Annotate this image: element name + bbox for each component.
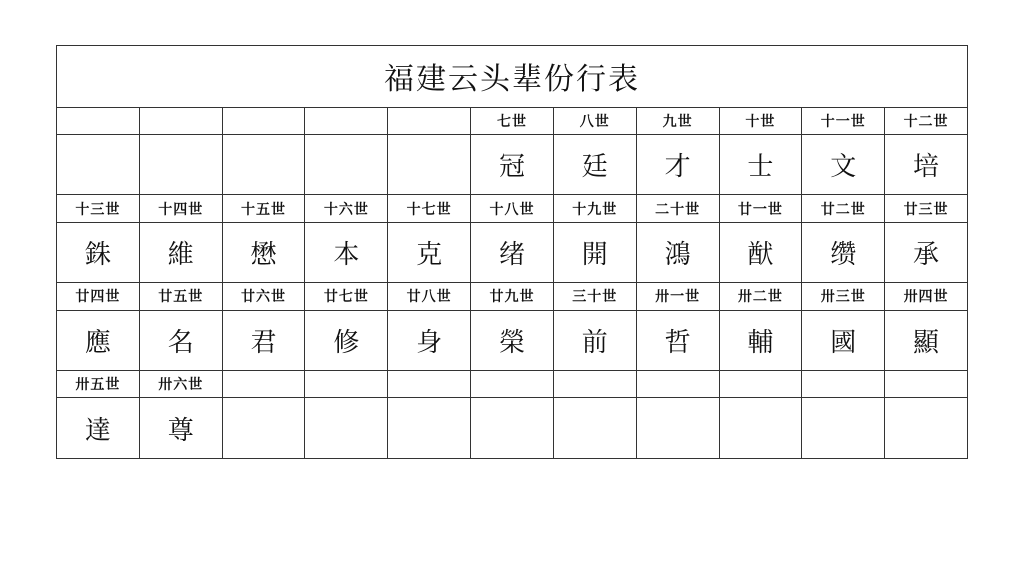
generation-name-cell: 士	[719, 134, 802, 195]
generation-name-cell	[305, 398, 388, 459]
generation-name-cell: 懋	[222, 222, 305, 283]
generation-label-cell: 廿四世	[57, 283, 140, 310]
generation-name-cell: 冠	[471, 134, 554, 195]
generation-name-cell: 培	[885, 134, 968, 195]
generation-label-cell: 十五世	[222, 195, 305, 222]
generation-label-cell: 卅一世	[636, 283, 719, 310]
generation-name-cell	[305, 134, 388, 195]
generation-label-cell	[305, 107, 388, 134]
generation-name-row	[57, 134, 968, 195]
generation-name-cell: 輔	[719, 310, 802, 371]
generation-name-cell: 文	[802, 134, 885, 195]
generation-name-cell: 才	[636, 134, 719, 195]
generation-label-cell	[636, 371, 719, 398]
generation-label-cell: 七世	[471, 107, 554, 134]
generation-name-cell	[222, 398, 305, 459]
generation-label-cell: 八世	[553, 107, 636, 134]
generation-name-cell	[471, 398, 554, 459]
generation-label-cell: 十九世	[553, 195, 636, 222]
generation-name-cell: 應	[57, 310, 140, 371]
generation-label-cell	[471, 371, 554, 398]
generation-label-cell: 廿七世	[305, 283, 388, 310]
generation-label-cell: 十六世	[305, 195, 388, 222]
generation-label-cell: 二十世	[636, 195, 719, 222]
generation-label-cell: 廿二世	[802, 195, 885, 222]
generation-label-cell: 廿三世	[885, 195, 968, 222]
generation-name-cell	[222, 134, 305, 195]
generation-table	[56, 45, 968, 459]
generation-label-cell: 廿一世	[719, 195, 802, 222]
generation-name-cell: 尊	[139, 398, 222, 459]
generation-label-cell	[885, 371, 968, 398]
generation-name-cell	[636, 398, 719, 459]
generation-name-cell: 缵	[802, 222, 885, 283]
generation-name-cell	[719, 398, 802, 459]
generation-name-cell	[802, 398, 885, 459]
generation-label-cell	[222, 107, 305, 134]
generation-label-cell: 廿六世	[222, 283, 305, 310]
generation-label-cell	[305, 371, 388, 398]
generation-label-cell: 卅三世	[802, 283, 885, 310]
generation-name-cell: 本	[305, 222, 388, 283]
generation-name-cell: 哲	[636, 310, 719, 371]
generation-label-row	[57, 107, 968, 134]
generation-name-cell: 克	[388, 222, 471, 283]
generation-label-cell	[222, 371, 305, 398]
table-title: 福建云头辈份行表	[57, 46, 968, 108]
generation-label-cell	[553, 371, 636, 398]
generation-name-cell: 君	[222, 310, 305, 371]
generation-name-cell: 猷	[719, 222, 802, 283]
generation-name-cell: 身	[388, 310, 471, 371]
generation-name-cell: 承	[885, 222, 968, 283]
generation-name-cell: 榮	[471, 310, 554, 371]
generation-name-cell: 銖	[57, 222, 140, 283]
generation-label-cell: 廿五世	[139, 283, 222, 310]
generation-name-cell: 鴻	[636, 222, 719, 283]
generation-label-cell: 十四世	[139, 195, 222, 222]
generation-label-cell: 十二世	[885, 107, 968, 134]
generation-name-row	[57, 222, 968, 283]
generation-name-cell: 達	[57, 398, 140, 459]
generation-label-row	[57, 371, 968, 398]
generation-label-cell: 十三世	[57, 195, 140, 222]
generation-name-cell: 開	[553, 222, 636, 283]
generation-label-row	[57, 195, 968, 222]
generation-label-cell	[719, 371, 802, 398]
generation-label-cell	[802, 371, 885, 398]
generation-label-cell: 十七世	[388, 195, 471, 222]
generation-name-row	[57, 398, 968, 459]
generation-label-cell	[388, 371, 471, 398]
generation-label-cell: 十世	[719, 107, 802, 134]
generation-label-cell	[57, 107, 140, 134]
generation-label-cell: 廿八世	[388, 283, 471, 310]
generation-name-cell: 維	[139, 222, 222, 283]
generation-name-cell	[553, 398, 636, 459]
generation-label-row	[57, 283, 968, 310]
generation-name-cell: 國	[802, 310, 885, 371]
generation-label-cell: 卅五世	[57, 371, 140, 398]
generation-name-cell	[885, 398, 968, 459]
generation-name-cell: 修	[305, 310, 388, 371]
generation-name-row	[57, 310, 968, 371]
generation-name-cell: 廷	[553, 134, 636, 195]
generation-label-cell	[388, 107, 471, 134]
title-row	[57, 46, 968, 108]
generation-name-cell: 前	[553, 310, 636, 371]
generation-label-cell: 卅六世	[139, 371, 222, 398]
generation-name-cell	[57, 134, 140, 195]
generation-label-cell: 三十世	[553, 283, 636, 310]
generation-label-cell: 九世	[636, 107, 719, 134]
generation-label-cell: 廿九世	[471, 283, 554, 310]
generation-name-cell: 绪	[471, 222, 554, 283]
generation-name-cell	[139, 134, 222, 195]
generation-name-cell	[388, 134, 471, 195]
generation-name-cell: 名	[139, 310, 222, 371]
generation-label-cell: 卅四世	[885, 283, 968, 310]
generation-label-cell: 十一世	[802, 107, 885, 134]
generation-label-cell: 十八世	[471, 195, 554, 222]
generation-name-cell	[388, 398, 471, 459]
generation-label-cell	[139, 107, 222, 134]
generation-label-cell: 卅二世	[719, 283, 802, 310]
generation-name-cell: 顯	[885, 310, 968, 371]
